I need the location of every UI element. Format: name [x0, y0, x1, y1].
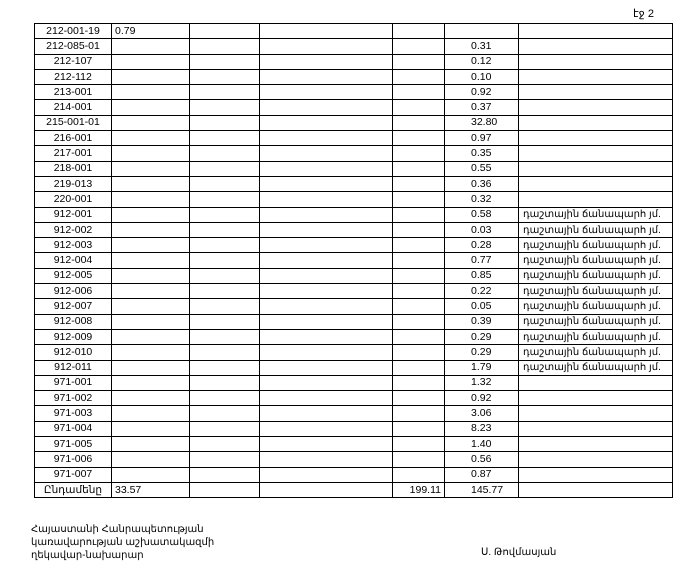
table-cell [519, 54, 673, 69]
table-cell [112, 406, 190, 421]
table-cell [190, 207, 260, 222]
table-cell [393, 299, 445, 314]
table-cell [190, 131, 260, 146]
table-row [35, 39, 673, 54]
table-cell: 213-001 [35, 85, 112, 100]
table-cell [190, 345, 260, 360]
table-cell [393, 360, 445, 375]
table-cell [519, 391, 673, 406]
table-cell [519, 482, 673, 497]
table-cell: 212-107 [35, 54, 112, 69]
table-cell: դաշտային ճանապարհ յմ. [519, 253, 673, 268]
table-cell [519, 452, 673, 467]
table-cell [112, 207, 190, 222]
table-cell: 0.31 [445, 39, 519, 54]
table-cell [519, 100, 673, 115]
table-cell: 0.03 [445, 222, 519, 237]
table-cell [393, 467, 445, 482]
table-cell [190, 85, 260, 100]
table-cell [260, 360, 393, 375]
table-cell [393, 391, 445, 406]
table-cell: 0.32 [445, 192, 519, 207]
table-cell [190, 375, 260, 390]
table-row [35, 207, 673, 222]
table-row [35, 329, 673, 344]
table-cell [112, 360, 190, 375]
table-cell: 0.22 [445, 284, 519, 299]
table-cell: 971-006 [35, 452, 112, 467]
table-cell: 912-011 [35, 360, 112, 375]
table-cell [519, 131, 673, 146]
table-cell [519, 437, 673, 452]
table-cell: դաշտային ճանապարհ յմ. [519, 299, 673, 314]
table-cell: 212-001-19 [35, 24, 112, 39]
org-line-2: կառավարության աշխատակազմի [31, 537, 215, 548]
table-row [35, 131, 673, 146]
table-row [35, 268, 673, 283]
table-cell [190, 284, 260, 299]
table-cell [112, 452, 190, 467]
table-cell [519, 39, 673, 54]
page-number: էջ 2 [633, 8, 654, 20]
table-cell [190, 329, 260, 344]
table-cell: 0.10 [445, 69, 519, 84]
land-parcel-table [34, 23, 673, 498]
table-cell: 912-002 [35, 222, 112, 237]
table-row [35, 375, 673, 390]
table-cell [260, 54, 393, 69]
table-cell [260, 437, 393, 452]
table-cell: դաշտային ճանապարհ յմ. [519, 314, 673, 329]
table-cell [260, 222, 393, 237]
table-cell [112, 131, 190, 146]
table-cell: 219-013 [35, 176, 112, 191]
table-cell: դաշտային ճանապարհ յմ. [519, 329, 673, 344]
table-row [35, 161, 673, 176]
table-cell: 0.12 [445, 54, 519, 69]
table-cell [260, 85, 393, 100]
table-cell [393, 100, 445, 115]
table-cell: 912-003 [35, 238, 112, 253]
table-cell: 212-112 [35, 69, 112, 84]
table-cell [112, 192, 190, 207]
table-cell: 32.80 [445, 115, 519, 130]
table-cell: 1.40 [445, 437, 519, 452]
table-cell [393, 24, 445, 39]
table-cell [260, 100, 393, 115]
table-cell [260, 452, 393, 467]
table-cell [190, 437, 260, 452]
table-cell [112, 253, 190, 268]
table-cell [190, 69, 260, 84]
table-cell [260, 253, 393, 268]
table-row [35, 345, 673, 360]
table-cell: 912-004 [35, 253, 112, 268]
table-cell [393, 375, 445, 390]
table-cell: դաշտային ճանապարհ յմ. [519, 222, 673, 237]
footer-organization [31, 523, 214, 562]
table-row [35, 24, 673, 39]
table-cell [260, 146, 393, 161]
table-cell: 0.58 [445, 207, 519, 222]
table-cell [260, 192, 393, 207]
table-cell [112, 39, 190, 54]
table-cell [519, 146, 673, 161]
table-cell: 0.87 [445, 467, 519, 482]
table-cell [190, 39, 260, 54]
table-row [35, 100, 673, 115]
table-row [35, 299, 673, 314]
table-cell: 912-009 [35, 329, 112, 344]
table-cell [112, 268, 190, 283]
table-cell [112, 54, 190, 69]
table-cell [190, 253, 260, 268]
table-cell: դաշտային ճանապարհ յմ. [519, 360, 673, 375]
table-cell: 912-008 [35, 314, 112, 329]
table-cell [190, 100, 260, 115]
table-cell [190, 299, 260, 314]
table-cell [519, 24, 673, 39]
table-cell [393, 253, 445, 268]
table-row [35, 146, 673, 161]
table-cell [260, 268, 393, 283]
table-cell [190, 314, 260, 329]
table-cell [112, 115, 190, 130]
table-cell: 0.77 [445, 253, 519, 268]
table-cell: 3.06 [445, 406, 519, 421]
table-cell [190, 222, 260, 237]
table-cell [393, 69, 445, 84]
table-cell [260, 284, 393, 299]
table-cell [519, 406, 673, 421]
table-row [35, 452, 673, 467]
table-cell [190, 54, 260, 69]
table-cell [112, 329, 190, 344]
table-cell [112, 161, 190, 176]
table-cell [190, 268, 260, 283]
table-cell: 0.39 [445, 314, 519, 329]
table-cell: 0.92 [445, 391, 519, 406]
table-cell [112, 176, 190, 191]
table-cell: Ընդամենը [35, 482, 112, 497]
table-row [35, 54, 673, 69]
table-cell [260, 467, 393, 482]
table-cell [393, 115, 445, 130]
table-cell [393, 406, 445, 421]
table-cell [393, 284, 445, 299]
table-cell: 971-004 [35, 421, 112, 436]
table-row [35, 467, 673, 482]
table-cell [190, 115, 260, 130]
table-cell [393, 437, 445, 452]
table-cell: 971-007 [35, 467, 112, 482]
table-cell: 33.57 [112, 482, 190, 497]
table-cell [260, 39, 393, 54]
table-cell [393, 131, 445, 146]
table-cell: դաշտային ճանապարհ յմ. [519, 284, 673, 299]
table-cell: 971-002 [35, 391, 112, 406]
table-row [35, 284, 673, 299]
table-cell: 0.35 [445, 146, 519, 161]
table-cell: 0.79 [112, 24, 190, 39]
table-cell [260, 406, 393, 421]
table-cell [393, 207, 445, 222]
table-row [35, 391, 673, 406]
table-cell: 0.97 [445, 131, 519, 146]
table-cell [112, 314, 190, 329]
table-cell [112, 299, 190, 314]
table-cell [260, 391, 393, 406]
table-cell [112, 437, 190, 452]
table-cell [393, 329, 445, 344]
table-cell: 216-001 [35, 131, 112, 146]
table-cell [112, 375, 190, 390]
table-cell: 215-001-01 [35, 115, 112, 130]
table-cell: 214-001 [35, 100, 112, 115]
table-cell [519, 69, 673, 84]
table-cell [393, 54, 445, 69]
table-cell: դաշտային ճանապարհ յմ. [519, 268, 673, 283]
table-cell [393, 452, 445, 467]
table-cell [260, 131, 393, 146]
table-cell [190, 452, 260, 467]
table-row [35, 314, 673, 329]
table-cell [190, 360, 260, 375]
table-cell [393, 176, 445, 191]
table-cell: 0.36 [445, 176, 519, 191]
table-cell: 912-001 [35, 207, 112, 222]
table-cell: դաշտային ճանապարհ յմ. [519, 238, 673, 253]
table-cell: 971-005 [35, 437, 112, 452]
table-row [35, 437, 673, 452]
table-cell: 0.56 [445, 452, 519, 467]
org-line-3: ղեկավար-նախարար [31, 550, 144, 561]
table-cell [393, 222, 445, 237]
table-cell [190, 176, 260, 191]
table-cell [190, 238, 260, 253]
table-cell [393, 421, 445, 436]
table-cell [393, 146, 445, 161]
table-row [35, 69, 673, 84]
table-cell [260, 482, 393, 497]
table-cell [190, 146, 260, 161]
table-cell [260, 238, 393, 253]
table-cell [190, 391, 260, 406]
table-cell [260, 299, 393, 314]
table-cell: 0.92 [445, 85, 519, 100]
table-cell: 218-001 [35, 161, 112, 176]
table-cell [445, 24, 519, 39]
table-cell: 217-001 [35, 146, 112, 161]
table-cell [190, 467, 260, 482]
table-cell [519, 176, 673, 191]
table-cell [519, 161, 673, 176]
table-cell [393, 268, 445, 283]
table-cell [112, 222, 190, 237]
table-cell: 912-005 [35, 268, 112, 283]
signatory-name: Ս. Թովմասյան [481, 547, 557, 558]
table-cell [112, 284, 190, 299]
table-cell [519, 421, 673, 436]
table-cell: 0.55 [445, 161, 519, 176]
table-cell [112, 391, 190, 406]
table-row [35, 238, 673, 253]
table-cell [260, 345, 393, 360]
table-cell: 145.77 [445, 482, 519, 497]
table-cell [260, 161, 393, 176]
table-cell [519, 375, 673, 390]
table-cell: 1.32 [445, 375, 519, 390]
table-cell [112, 146, 190, 161]
table-cell [260, 115, 393, 130]
table-cell [393, 192, 445, 207]
table-cell: 212-085-01 [35, 39, 112, 54]
table-cell [519, 192, 673, 207]
table-cell [190, 24, 260, 39]
table-row [35, 85, 673, 100]
totals-row [35, 482, 673, 497]
table-cell: 8.23 [445, 421, 519, 436]
table-cell [519, 467, 673, 482]
table-cell [260, 314, 393, 329]
table-cell [190, 406, 260, 421]
table-cell [393, 345, 445, 360]
table-row [35, 421, 673, 436]
table-cell [260, 207, 393, 222]
table-cell: 0.29 [445, 345, 519, 360]
table-cell: 0.05 [445, 299, 519, 314]
table-cell [190, 192, 260, 207]
table-cell [519, 115, 673, 130]
table-cell [260, 375, 393, 390]
table-cell: 220-001 [35, 192, 112, 207]
table-row [35, 222, 673, 237]
table-cell: 0.29 [445, 329, 519, 344]
table-cell [393, 39, 445, 54]
table-row [35, 360, 673, 375]
table-cell: 0.28 [445, 238, 519, 253]
table-cell [190, 482, 260, 497]
table-cell [112, 345, 190, 360]
table-cell: 0.85 [445, 268, 519, 283]
table-cell [260, 176, 393, 191]
table-cell [260, 24, 393, 39]
table-cell [393, 238, 445, 253]
table-cell [519, 85, 673, 100]
table-cell [393, 85, 445, 100]
table-cell [190, 421, 260, 436]
table-cell [260, 329, 393, 344]
table-cell: 0.37 [445, 100, 519, 115]
table-cell: 912-006 [35, 284, 112, 299]
table-cell [393, 161, 445, 176]
table-cell [112, 467, 190, 482]
table-body [35, 24, 673, 498]
table-cell: դաշտային ճանապարհ յմ. [519, 345, 673, 360]
org-line-1: Հայաստանի Հանրապետության [31, 524, 204, 535]
table-cell: 912-007 [35, 299, 112, 314]
table-cell: 971-003 [35, 406, 112, 421]
table-cell: 199.11 [393, 482, 445, 497]
table-cell [112, 69, 190, 84]
table-cell [112, 238, 190, 253]
table-row [35, 176, 673, 191]
table-cell: 912-010 [35, 345, 112, 360]
table-cell [260, 69, 393, 84]
table-cell: 1.79 [445, 360, 519, 375]
table-cell [393, 314, 445, 329]
table-cell [112, 100, 190, 115]
table-row [35, 253, 673, 268]
table-cell: դաշտային ճանապարհ յմ. [519, 207, 673, 222]
table-row [35, 192, 673, 207]
table-cell: 971-001 [35, 375, 112, 390]
table-cell [112, 421, 190, 436]
table-row [35, 406, 673, 421]
table-row [35, 115, 673, 130]
table-cell [260, 421, 393, 436]
table-cell [112, 85, 190, 100]
table-cell [190, 161, 260, 176]
